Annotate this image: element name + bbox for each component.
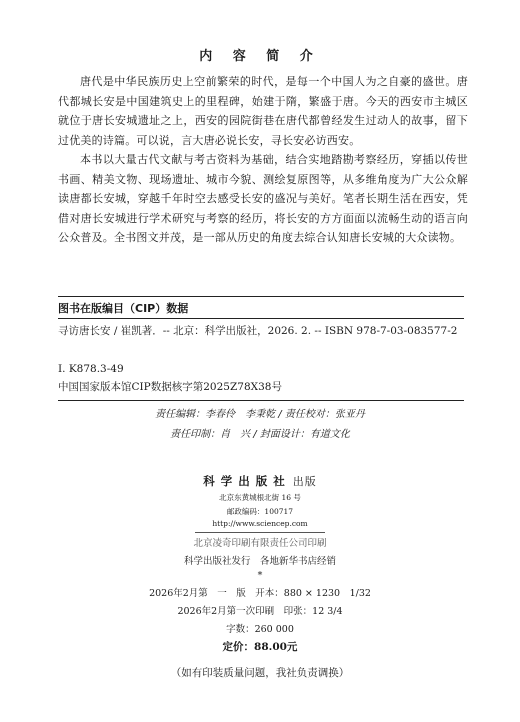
- credits-line-1: 责任编辑：李春伶 李秉乾 / 责任校对：张亚丹: [155, 409, 365, 420]
- quality-note: （如有印装质量问题，我社负责调换）: [170, 667, 350, 679]
- intro-paragraph-1: 唐代是中华民族历史上空前繁荣的时代，是每一个中国人为之自豪的盛世。唐代都城长安是中国建筑史上的里程碑，始建于隋，繁盛于唐。今天的西安市主城区就位于唐长安城遗址之上，西安的园院街巷在唐代都曾经发生过动人的故事，留下过优美的诗篇。可以说，言大唐必说长安，寻长安必访西安。: [58, 75, 468, 147]
- cip-classification: Ⅰ. K878.3-49: [58, 363, 124, 375]
- cip-bibliographic-line: 寻访唐长安 / 崔凯著．-- 北京：科学出版社，2026. 2. -- ISBN 978-7-03-083577-2: [58, 325, 458, 337]
- price: 定价：88.00元: [222, 641, 298, 653]
- publisher-divider: [195, 532, 325, 533]
- edition-line: 2026年2月第 一 版 开本：880 × 1230 1/32: [149, 588, 371, 599]
- divider-top: [58, 296, 464, 297]
- cip-record-number: 中国国家版本馆CIP数据核字第2025Z78X38号: [58, 381, 282, 393]
- separator-star: *: [257, 570, 263, 581]
- impression-line: 2026年2月第一次印刷 印张：12 3/4: [177, 606, 343, 617]
- publisher-suffix: 出版: [292, 475, 317, 488]
- publisher-address: 北京东黄城根北街 16 号: [219, 493, 301, 502]
- publisher-postcode: 邮政编码：100717: [226, 507, 294, 516]
- printer-line: 北京凌奇印刷有限责任公司印刷: [193, 538, 327, 549]
- divider-cip: [58, 318, 464, 319]
- publisher-website: http://www.sciencep.com: [212, 519, 308, 528]
- distribution-line: 科学出版社发行 各地新华书店经销: [183, 556, 336, 567]
- word-count: 字数：260 000: [226, 624, 294, 635]
- credits-line-2: 责任印制：肖 兴 / 封面设计：有道文化: [170, 429, 350, 440]
- publisher-line: [0, 470, 520, 489]
- section-title: 内 容 简 介: [199, 49, 321, 64]
- cip-heading: 图书在版编目（CIP）数据: [58, 302, 189, 315]
- intro-paragraph-2: 本书以大量古代文献与考古资料为基础，结合实地踏勘考察经历，穿插以传世书画、精美文物、现场遗址、城市今貌、测绘复原图等，从多维角度为广大公众解读唐都长安城，穿越千年时空去感受长安的盛况与美好。笔者长期生活在西安，凭借对唐长安城进行学术研究与考察的经历，将长安的方方面面以流畅生动的语言向公众普及。全书图文并茂，是一部从历史的角度去综合认知唐长安城的大众读物。: [58, 153, 468, 244]
- divider-bottom: [58, 400, 464, 401]
- publisher-logo: 科学出版社: [203, 474, 291, 488]
